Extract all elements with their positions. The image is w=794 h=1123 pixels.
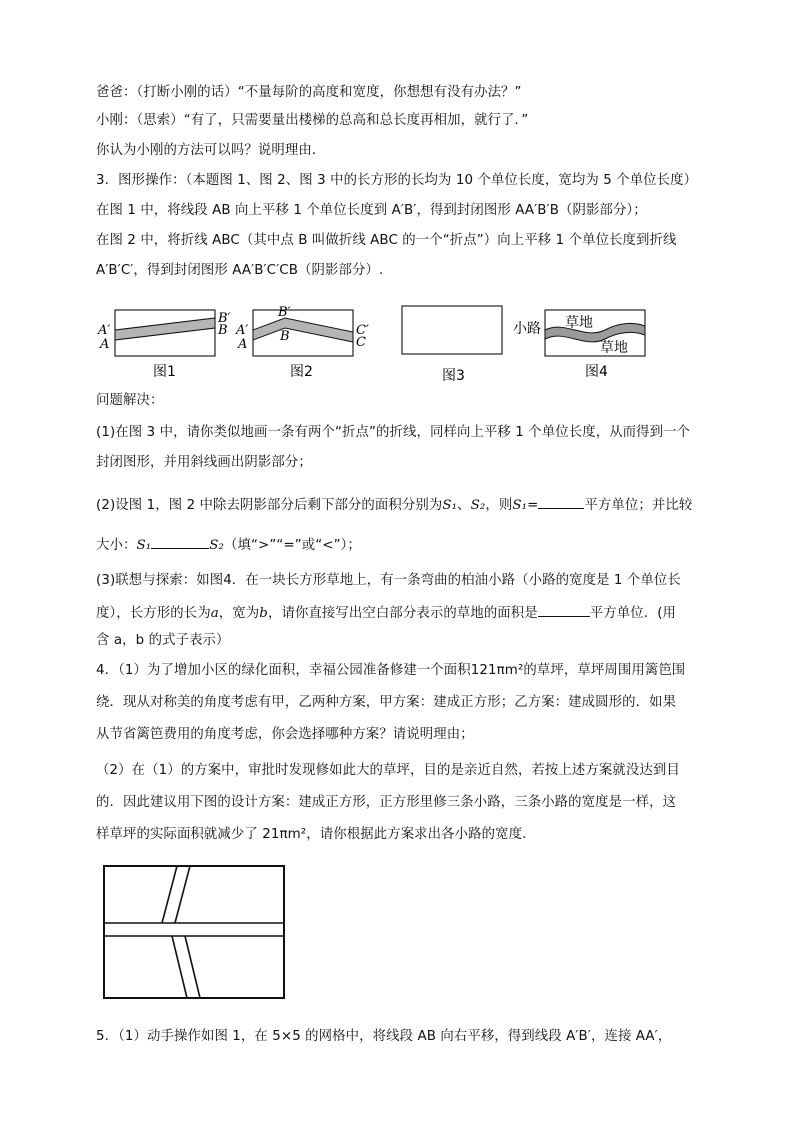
- q3-p3-mid2: ，请你直接写出空白部分表示的草地的面积是: [267, 606, 538, 621]
- var-b: b: [259, 606, 268, 621]
- q3-p2-line-2: [96, 534, 361, 555]
- caption-fig1: 图1: [153, 364, 176, 380]
- caption-fig3: 图3: [442, 368, 465, 384]
- dialogue-dad: 爸爸：（打断小刚的话）“不量每阶的高度和宽度，你想想有没有办法？”: [96, 85, 522, 100]
- answer-blank-compare[interactable]: [151, 534, 209, 549]
- fig2-label-b: B: [280, 329, 290, 344]
- figure-1: [97, 310, 231, 356]
- q4-p1-line-3: 从节省篱笆费用的角度考虑，你会选择哪种方案？请说明理由；: [96, 727, 474, 742]
- q3-p3-line-1: (3)联想与探索：如图4．在一块长方形草地上，有一条弯曲的柏油小路（小路的宽度是 1 个单位长: [96, 573, 681, 588]
- figure-4: [513, 310, 645, 356]
- q3-p1-line-2: 封闭图形，并用斜线画出阴影部分；: [96, 455, 312, 470]
- q3-figures: [90, 300, 660, 390]
- fig2-label-c: C: [356, 335, 366, 350]
- var-a: a: [210, 606, 219, 621]
- fig4-grass-label-1: 草地: [565, 315, 593, 331]
- fig2-label-a: A: [238, 337, 248, 352]
- q3-number: 3．: [96, 173, 119, 188]
- q3-p3-line-2: [96, 602, 676, 623]
- fig2-label-c-prime: C′: [356, 323, 369, 338]
- q3-p2-mid: ，则: [485, 498, 513, 513]
- q3-p2-line-1: [96, 494, 692, 515]
- fig4-grass-label-2: 草地: [600, 340, 628, 356]
- figure-2: [235, 305, 369, 356]
- symbol-s1-b: S₁: [512, 498, 528, 513]
- fig2-label-b-prime: B′: [278, 305, 291, 320]
- q3-fig2-desc-1: 在图 2 中，将折线 ABC（其中点 B 叫做折线 ABC 的一个“折点”）向上平移 1 个单位长度到折线: [96, 233, 677, 248]
- fig1-label-b-prime: B′: [218, 311, 231, 326]
- q4-p2-line-1: （2）在（1）的方案中，审批时发现修如此大的草坪，目的是亲近自然，若按上述方案就没达到目: [96, 763, 680, 778]
- q3-p2-pre: (2)设图 1，图 2 中除去阴影部分后剩下部分的面积分别为: [96, 498, 443, 513]
- fig1-label-a: A: [100, 337, 110, 352]
- q4-p2-line-2: 的．因此建议用下图的设计方案：建成正方形，正方形里修三条小路，三条小路的宽度是一样，这: [96, 795, 677, 810]
- q4-p1-line-2: 绕．现从对称美的角度考虑有甲，乙两种方案，甲方案：建成正方形；乙方案：建成圆形的．如果: [96, 695, 677, 710]
- dialogue-question: 你认为小刚的方法可以吗？说明理由．: [96, 143, 326, 158]
- dialogue-xiaogang: 小刚：（思索）“有了，只需要量出楼梯的总高和总长度再相加，就行了．”: [96, 113, 529, 128]
- q3-p3-mid: ，宽为: [218, 606, 260, 621]
- caption-fig2: 图2: [290, 364, 313, 380]
- symbol-s2-b: S₂: [209, 538, 224, 553]
- symbol-s1-c: S₁: [136, 538, 152, 553]
- q3-p1-line-1: (1)在图 3 中，请你类似地画一条有两个“折点”的折线，同样向上平移 1 个单位长度，从而得到一个: [96, 425, 691, 440]
- fig1-label-a-prime: A′: [98, 323, 111, 338]
- figure-3: [402, 306, 502, 354]
- q3-intro-text: 图形操作：（本题图 1、图 2、图 3 中的长方形的长均为 10 个单位长度，宽均为 5 个单位长度）: [118, 173, 698, 188]
- answer-blank-s1[interactable]: [538, 494, 584, 509]
- problem-heading: 问题解决：: [96, 393, 164, 408]
- symbol-s1: S₁: [442, 498, 458, 513]
- q3-fig2-desc-2: A′B′C′，得到封闭图形 AA′B′C′CB（阴影部分）.: [96, 263, 384, 278]
- symbol-s2: S₂: [470, 498, 486, 513]
- caption-fig4: 图4: [585, 364, 608, 380]
- q3-fig1-desc: 在图 1 中，将线段 AB 向上平移 1 个单位长度到 A′B′，得到封闭图形 AA′B′B（阴影部分）；: [96, 203, 647, 218]
- q3-p3-post: 平方单位．(用: [589, 606, 677, 621]
- q3-p2-comma: 、: [457, 498, 471, 513]
- q4-lawn-figure: [100, 862, 290, 1002]
- q4-p2-line-3: 样草坪的实际面积就减少了 21πm²，请你根据此方案求出各小路的宽度．: [96, 827, 536, 842]
- q4-p1-line-1: 4．（1）为了增加小区的绿化面积，幸福公园准备修建一个面积121πm²的草坪，草坪周围用篱笆围: [96, 663, 686, 678]
- q3-p2-b-pre: 大小：: [96, 538, 137, 553]
- q3-p2-eq: =: [527, 498, 539, 513]
- q3-intro: [96, 172, 697, 190]
- fig4-path-label: 小路: [513, 321, 541, 337]
- q3-p2-b-post: （填“>”“=”或“<”）；: [223, 538, 361, 553]
- q3-p3-pre: 度），长方形的长为: [96, 606, 211, 621]
- answer-blank-area[interactable]: [538, 602, 590, 617]
- q5-line: 5．（1）动手操作如图 1，在 5×5 的网格中，将线段 AB 向右平移，得到线段 A′B′，连接 AA′，: [96, 1029, 672, 1044]
- fig1-label-b: B: [218, 323, 228, 338]
- q3-p3-line-3: 含 a，b 的式子表示）: [96, 633, 230, 648]
- q3-p2-post: 平方单位；并比较: [584, 498, 693, 513]
- fig2-label-a-prime: A′: [236, 323, 249, 338]
